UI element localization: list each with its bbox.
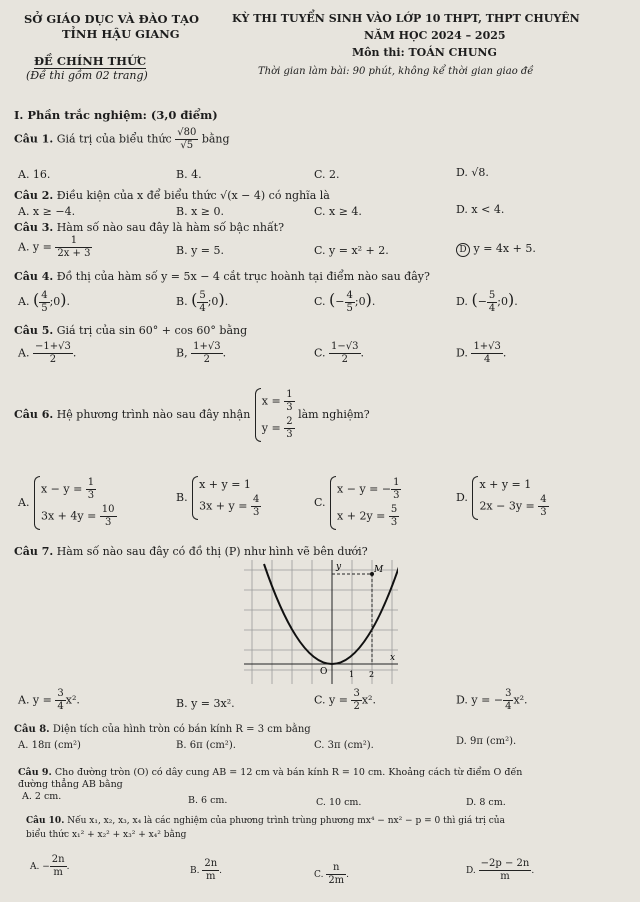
option-4a-fraction xyxy=(39,291,49,314)
pages-note: (Đề thi gồm 02 trang) xyxy=(26,69,148,82)
fraction-numerator: 2 xyxy=(286,416,293,427)
fraction-denominator: 4 xyxy=(199,302,206,314)
equation-2-fraction xyxy=(251,495,261,518)
question-4 xyxy=(14,270,430,283)
option-7d[interactable] xyxy=(456,689,528,712)
option-4d-sign: − xyxy=(477,295,487,308)
question-5-stem: Giá trị của sin 60° + cos 60° bằng xyxy=(53,324,248,337)
fraction-denominator: 4 xyxy=(57,701,64,712)
option-10c-fraction xyxy=(326,863,346,886)
option-7d-fraction xyxy=(503,689,513,712)
option-6a[interactable] xyxy=(18,474,117,532)
question-7-stem: Hàm số nào sau đây có đồ thị (P) như hình vẽ bên dưới? xyxy=(53,545,368,558)
section-title: I. Phần trắc nghiệm: (3,0 điểm) xyxy=(14,108,218,122)
option-10b-fraction xyxy=(202,859,219,882)
exam-title: KỲ THI TUYỂN SINH VÀO LỚP 10 THPT, THPT CHUYÊN xyxy=(232,12,580,25)
equation-2: x + 2y = xyxy=(337,509,386,523)
equation-2-fraction xyxy=(100,505,117,528)
option-5c-fraction xyxy=(329,342,360,365)
question-9-number: Câu 9. xyxy=(18,767,52,778)
option-4d-fraction xyxy=(487,291,497,314)
option-6a-system xyxy=(33,474,117,532)
fraction-denominator: 5 xyxy=(346,302,353,314)
option-1d[interactable]: D. √8. xyxy=(456,166,489,179)
option-6d-system xyxy=(471,474,548,522)
question-9-stem-2: đường thẳng AB bằng xyxy=(18,779,123,790)
question-1-stem: Giá trị của biểu thức xyxy=(53,132,172,146)
fraction-denominator: 4 xyxy=(488,302,496,314)
option-4d-suffix: ;0 xyxy=(497,295,508,308)
fraction-denominator: 2 xyxy=(353,701,360,712)
option-5b-prefix: B, xyxy=(176,346,188,360)
option-6b-prefix: B. xyxy=(176,491,188,504)
question-10 xyxy=(26,816,505,826)
fraction-denominator: 4 xyxy=(483,354,491,365)
option-4a-prefix: A. xyxy=(18,295,30,308)
option-5b-fraction xyxy=(191,342,222,365)
parabola-graph xyxy=(244,560,398,684)
fraction-denominator: 3 xyxy=(393,490,400,501)
question-3-number: Câu 3. xyxy=(14,221,54,234)
equation-1: x + y = 1 xyxy=(479,478,532,491)
option-7d-prefix: D. y = − xyxy=(456,693,504,707)
question-1-number: Câu 1. xyxy=(14,132,54,146)
option-8a[interactable]: A. 18π (cm²) xyxy=(18,740,81,751)
question-7 xyxy=(14,545,368,558)
question-5-number: Câu 5. xyxy=(14,324,54,337)
department-line: SỞ GIÁO DỤC VÀ ĐÀO TẠO xyxy=(24,12,200,26)
fraction-numerator: 2n xyxy=(204,858,218,869)
fraction-numerator: n xyxy=(326,863,346,875)
option-4c-suffix: ;0 xyxy=(354,295,366,308)
question-9-stem: Cho đường tròn (O) có dây cung AB = 12 cm và bán kính R = 10 cm. Khoảng cách từ điểm O đến xyxy=(51,767,523,778)
fraction-numerator: 5 xyxy=(488,289,496,301)
fraction-denominator: 3 xyxy=(104,517,112,528)
equation-1: x − y = xyxy=(40,482,83,496)
graph-tick-1: 1 xyxy=(349,670,355,679)
option-10d-prefix: D. xyxy=(466,866,476,876)
option-6b[interactable] xyxy=(176,474,261,522)
question-6-solution-system xyxy=(254,386,295,444)
fraction-denominator: √5 xyxy=(180,140,194,151)
solution-x-fraction xyxy=(284,390,294,413)
question-1-stem-end: bằng xyxy=(201,132,230,146)
option-6c-prefix: C. xyxy=(314,496,326,509)
option-3c[interactable]: C. y = x² + 2. xyxy=(314,244,389,257)
option-4c-fraction xyxy=(345,291,355,314)
option-4b-suffix: ;0 xyxy=(207,295,219,308)
option-5a-prefix: A. xyxy=(18,346,30,360)
option-4c-sign: − xyxy=(335,295,345,308)
graph-grid xyxy=(244,560,398,684)
option-5c-prefix: C. xyxy=(314,346,326,360)
option-1a[interactable]: A. 16. xyxy=(18,168,51,181)
option-10c[interactable]: C. $\frac{n}{2m}$ . xyxy=(314,862,350,886)
equation-1: x + y = 1 xyxy=(199,478,251,491)
fraction-numerator: 1 xyxy=(286,389,293,400)
solution-y-fraction xyxy=(284,417,294,440)
fraction-numerator: 10 xyxy=(101,504,115,515)
fraction-denominator: 2 xyxy=(49,354,57,365)
question-7-number: Câu 7. xyxy=(14,545,54,558)
parabola-curve xyxy=(264,564,398,664)
fraction-denominator: m xyxy=(53,867,63,878)
question-8 xyxy=(14,724,311,735)
question-4-stem: Đồ thị của hàm số y = 5x − 4 cắt trục hoành tại điểm nào sau đây? xyxy=(53,270,430,283)
option-7d-suffix: x². xyxy=(513,693,528,707)
school-year: NĂM HỌC 2024 – 2025 xyxy=(364,29,506,42)
equation-2: 2x − 3y = xyxy=(479,499,535,513)
fraction-numerator: 5 xyxy=(390,504,398,515)
question-3-stem: Hàm số nào sau đây là hàm số bậc nhất? xyxy=(53,221,285,234)
option-1c[interactable]: C. 2. xyxy=(314,168,340,181)
option-7a-prefix: A. y = xyxy=(18,693,52,707)
option-9c[interactable]: C. 10 cm. xyxy=(316,797,362,808)
option-5d[interactable]: D. $\frac{1+√3}{4}$ . xyxy=(456,341,507,365)
question-10-stem: Nếu x₁, x₂, x₃, x₄ là các nghiệm của phương trình trùng phương mx⁴ − nx² − p = 0 thì giá trị của xyxy=(64,816,505,826)
fraction-denominator: 2 xyxy=(341,354,348,365)
option-8b[interactable]: B. 6π (cm²). xyxy=(176,740,236,751)
option-6c-system xyxy=(329,474,401,532)
fraction-numerator: 3 xyxy=(505,688,512,699)
equation-2-fraction xyxy=(389,505,399,528)
option-3a-prefix: A. y = xyxy=(18,240,52,254)
option-5b[interactable]: B, $\frac{1+√3}{2}$ . xyxy=(176,341,227,365)
fraction-denominator: m xyxy=(206,871,216,882)
option-4d[interactable]: D. (− $\frac{5}{4}$ ;0). xyxy=(456,289,518,314)
option-3d-circled-letter: D xyxy=(456,243,470,257)
option-10a-prefix: A. − xyxy=(30,862,50,872)
option-4a-suffix: ;0 xyxy=(49,295,61,308)
fraction-denominator: 3 xyxy=(540,507,547,518)
option-6d-prefix: D. xyxy=(456,491,468,504)
official-label: ĐỀ CHÍNH THỨC xyxy=(34,54,147,68)
option-4c[interactable]: C. (− $\frac{4}{5}$ ;0). xyxy=(314,289,376,314)
time-note: Thời gian làm bài: 90 phút, không kể thời gian giao đề xyxy=(258,66,534,77)
option-9a[interactable]: A. 2 cm. xyxy=(22,791,62,802)
fraction-denominator: m xyxy=(500,871,510,882)
fraction-denominator: 3 xyxy=(252,507,260,518)
fraction-numerator: 3 xyxy=(57,688,64,699)
fraction-numerator: −1+√3 xyxy=(34,341,71,352)
option-4c-prefix: C. xyxy=(314,295,326,308)
question-5 xyxy=(14,324,247,337)
question-2-stem: Điều kiện của x để biểu thức √(x − 4) có nghĩa là xyxy=(53,189,330,202)
option-4d-prefix: D. xyxy=(456,295,468,308)
equation-1: x − y = − xyxy=(337,482,392,496)
option-5a[interactable]: A. $\frac{-1+√3}{2}$ . xyxy=(18,341,77,365)
option-6b-system xyxy=(191,474,261,522)
fraction-denominator: 4 xyxy=(505,701,512,712)
option-2a[interactable]: A. x ≥ −4. xyxy=(18,205,76,218)
fraction-numerator: 2n xyxy=(51,854,65,865)
option-4b-fraction xyxy=(197,291,207,314)
graph-y-label: y xyxy=(336,562,342,572)
graph-x-label: x xyxy=(390,653,396,663)
option-3a-fraction xyxy=(55,236,92,259)
option-8c[interactable]: C. 3π (cm²). xyxy=(314,740,374,751)
option-7b[interactable]: B. y = 3x². xyxy=(176,697,235,710)
option-10b[interactable]: B. $\frac{2n}{m}$ . xyxy=(190,858,223,882)
question-2 xyxy=(14,189,330,202)
option-6a-prefix: A. xyxy=(18,496,30,509)
equation-2: 3x + 4y = xyxy=(40,509,97,523)
option-10b-prefix: B. xyxy=(190,866,200,876)
option-7a[interactable] xyxy=(18,689,80,712)
question-3 xyxy=(14,221,284,234)
question-6-stem: Hệ phương trình nào sau đây nhận xyxy=(53,408,251,421)
equation-2-fraction xyxy=(538,495,548,518)
question-10-number: Câu 10. xyxy=(26,816,65,826)
fraction-numerator: 1+√3 xyxy=(193,341,221,352)
subject-line: Môn thi: TOÁN CHUNG xyxy=(352,46,497,59)
fraction-numerator: 3 xyxy=(353,688,360,699)
option-10d-fraction xyxy=(479,859,532,882)
equation-2: 3x + y = xyxy=(199,499,248,513)
option-3a[interactable] xyxy=(18,236,92,259)
fraction-numerator: −2p − 2n xyxy=(480,858,530,869)
option-3d-text: y = 4x + 5. xyxy=(473,242,536,255)
option-4b-prefix: B. xyxy=(176,295,188,308)
question-10-stem-2: biểu thức x₁² + x₂² + x₃² + x₄² bằng xyxy=(26,830,187,840)
equation-1-fraction xyxy=(86,478,96,501)
question-1-fraction xyxy=(175,128,198,151)
option-5d-prefix: D. xyxy=(456,346,468,360)
fraction-denominator: 3 xyxy=(87,490,95,501)
option-7c[interactable] xyxy=(314,689,376,712)
fraction-denominator: 5 xyxy=(41,302,48,314)
fraction-denominator: 2m xyxy=(328,875,345,886)
option-7a-suffix: x². xyxy=(65,693,80,707)
option-7c-fraction xyxy=(351,689,361,712)
option-2c[interactable]: C. x ≥ 4. xyxy=(314,205,362,218)
fraction-numerator: 1 xyxy=(55,236,92,248)
fraction-denominator: 2x + 3 xyxy=(57,248,91,259)
fraction-denominator: 3 xyxy=(286,429,293,440)
fraction-numerator: 4 xyxy=(346,289,353,301)
graph-origin-label: O xyxy=(320,667,328,677)
question-8-stem: Diện tích của hình tròn có bán kính R = 3 cm bằng xyxy=(49,724,311,735)
option-7a-fraction xyxy=(55,689,65,712)
option-7c-prefix: C. y = xyxy=(314,693,348,707)
option-10a-fraction xyxy=(50,855,67,878)
question-2-number: Câu 2. xyxy=(14,189,54,202)
fraction-numerator: 1−√3 xyxy=(331,341,359,352)
option-3d[interactable] xyxy=(456,242,536,257)
option-3b[interactable]: B. y = 5. xyxy=(176,244,224,257)
fraction-denominator: 3 xyxy=(390,517,398,528)
fraction-denominator: 2 xyxy=(203,354,211,365)
option-6d[interactable] xyxy=(456,474,549,522)
fraction-numerator: √80 xyxy=(177,127,197,138)
option-4b[interactable]: B. ( $\frac{5}{4}$ ;0). xyxy=(176,289,229,314)
option-10c-prefix: C. xyxy=(314,870,324,880)
fraction-numerator: 4 xyxy=(540,494,547,505)
fraction-numerator: 5 xyxy=(199,289,206,301)
option-7c-suffix: x². xyxy=(361,693,376,707)
fraction-numerator: 4 xyxy=(252,494,260,505)
option-1b[interactable]: B. 4. xyxy=(176,168,202,181)
option-4a[interactable]: A. ( $\frac{4}{5}$ ;0). xyxy=(18,289,71,314)
question-1 xyxy=(14,128,230,151)
question-6-stem-end: làm nghiệm? xyxy=(298,408,370,421)
option-5d-fraction xyxy=(471,342,502,365)
option-9d[interactable]: D. 8 cm. xyxy=(466,797,506,808)
solution-y-label: y = xyxy=(261,421,281,435)
solution-x-label: x = xyxy=(261,394,281,408)
question-6 xyxy=(14,386,370,444)
question-9 xyxy=(18,767,522,778)
option-2b[interactable]: B. x ≥ 0. xyxy=(176,205,224,218)
question-4-number: Câu 4. xyxy=(14,270,54,283)
option-5a-fraction xyxy=(33,342,73,365)
option-5c[interactable]: C. $\frac{1-√3}{2}$ . xyxy=(314,341,365,365)
fraction-numerator: 1+√3 xyxy=(473,341,501,352)
fraction-numerator: 1 xyxy=(393,477,400,488)
option-8d[interactable]: D. 9π (cm²). xyxy=(456,736,517,747)
option-2d[interactable]: D. x < 4. xyxy=(456,203,505,216)
fraction-numerator: 4 xyxy=(41,289,48,301)
fraction-numerator: 1 xyxy=(87,477,95,488)
option-10a[interactable]: A. − $\frac{2n}{m}$ . xyxy=(30,854,70,878)
graph-m-label: M xyxy=(374,565,384,575)
question-6-number: Câu 6. xyxy=(14,408,54,421)
fraction-denominator: 3 xyxy=(286,402,293,413)
question-8-number: Câu 8. xyxy=(14,724,50,735)
province-line: TỈNH HẬU GIANG xyxy=(62,27,180,41)
equation-1-fraction xyxy=(391,478,401,501)
option-10d[interactable]: D. $\frac{-2p - 2n}{m}$ . xyxy=(466,858,535,882)
graph-tick-2: 2 xyxy=(369,670,375,679)
option-6c[interactable] xyxy=(314,474,401,532)
option-9b[interactable]: B. 6 cm. xyxy=(188,795,228,806)
